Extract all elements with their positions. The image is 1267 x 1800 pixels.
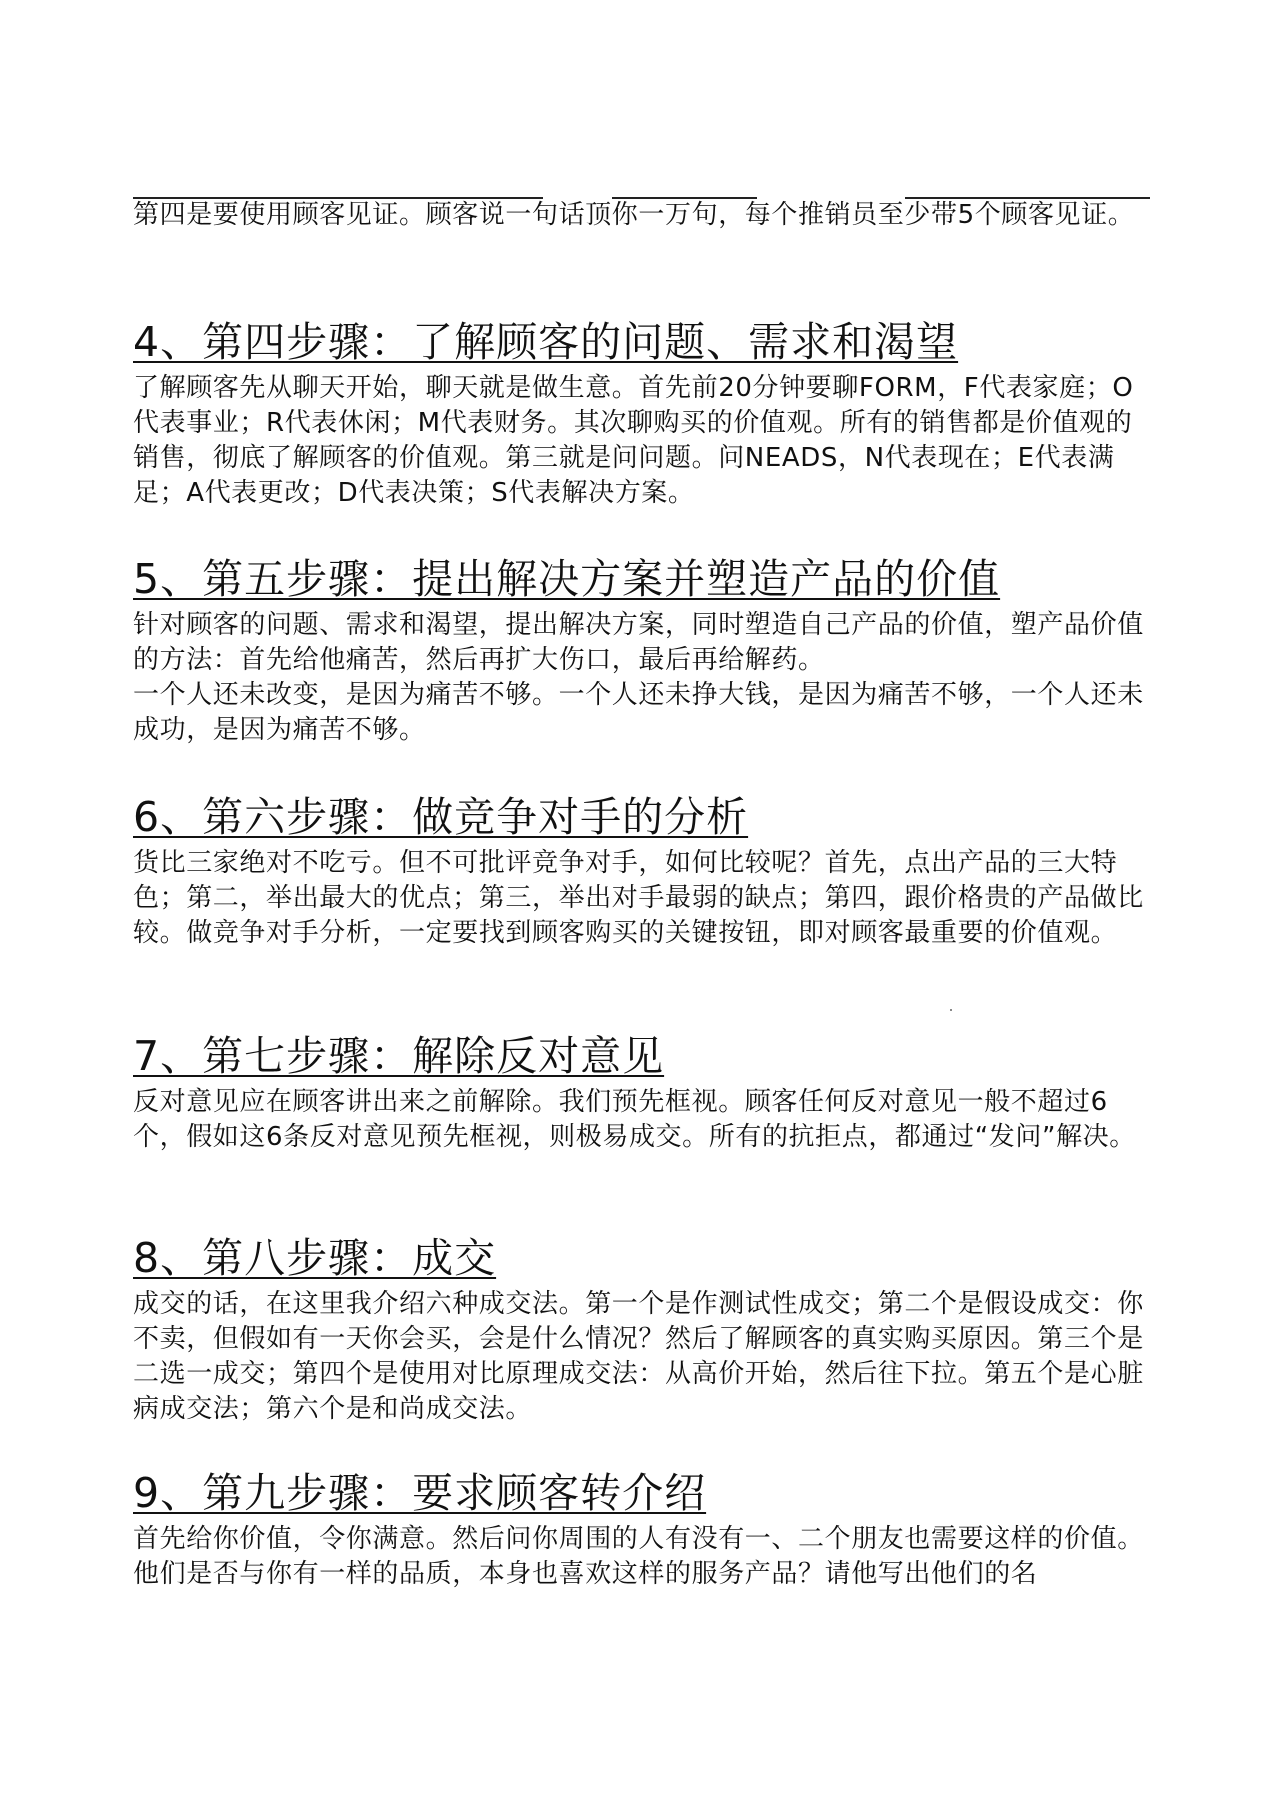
section-heading: 6、第六步骤：做竞争对手的分析 [133, 793, 749, 841]
section-step-4 [133, 316, 1153, 511]
section-step-6 [133, 791, 1153, 951]
section-paragraph: 了解顾客先从聊天开始，聊天就是做生意。首先前20分钟要聊FORM，F代表家庭；O代表事业；R代表休闲；M代表财务。其次聊购买的价值观。所有的销售都是价值观的销售，彻底了解顾客的价值观。第三就是问问题。问NEADS，N代表现在；E代表满足；A代表更改；D代表决策；S代表解决方案。 [133, 373, 1134, 508]
section-step-5 [133, 553, 1153, 748]
section-heading: 9、第九步骤：要求顾客转介绍 [133, 1469, 707, 1517]
section-paragraph: 首先给你价值，令你满意。然后问你周围的人有没有一、二个朋友也需要这样的价值。他们是否与你有一样的品质，本身也喜欢这样的服务产品？请他写出他们的名 [133, 1524, 1144, 1589]
section-paragraph: 成交的话，在这里我介绍六种成交法。第一个是作测试性成交；第二个是假设成交：你不卖，但假如有一天你会买，会是什么情况？然后了解顾客的真实购买原因。第三个是二选一成交；第四个是使用对比原理成交法：从高价开始，然后往下拉。第五个是心脏病成交法；第六个是和尚成交法。 [133, 1289, 1144, 1424]
section-paragraph: 针对顾客的问题、需求和渴望，提出解决方案，同时塑造自己产品的价值，塑产品价值的方法：首先给他痛苦，然后再扩大伤口，最后再给解药。 [133, 610, 1144, 675]
section-step-9 [133, 1467, 1153, 1592]
section-step-7 [133, 1030, 1153, 1155]
intro-paragraph: 第四是要使用顾客见证。顾客说一句话顶你一万句，每个推销员至少带5个顾客见证。 [133, 200, 1135, 230]
section-paragraph: 一个人还未改变，是因为痛苦不够。一个人还未挣大钱，是因为痛苦不够，一个人还未成功，是因为痛苦不够。 [133, 680, 1144, 745]
section-step-8 [133, 1232, 1153, 1427]
section-paragraph: 货比三家绝对不吃亏。但不可批评竞争对手，如何比较呢？首先，点出产品的三大特色；第二，举出最大的优点；第三，举出对手最弱的缺点；第四，跟价格贵的产品做比较。做竞争对手分析，一定要找到顾客购买的关键按钮，即对顾客最重要的价值观。 [133, 848, 1144, 948]
section-heading: 8、第八步骤：成交 [133, 1234, 497, 1282]
intro-block [133, 198, 1153, 233]
section-heading: 5、第五步骤：提出解决方案并塑造产品的价值 [133, 555, 1001, 603]
section-paragraph: 反对意见应在顾客讲出来之前解除。我们预先框视。顾客任何反对意见一般不超过6个，假如这6条反对意见预先框视，则极易成交。所有的抗拒点，都通过“发问”解决。 [133, 1087, 1136, 1152]
section-heading: 4、第四步骤：了解顾客的问题、需求和渴望 [133, 318, 959, 366]
scan-speck [950, 1009, 952, 1011]
section-heading: 7、第七步骤：解除反对意见 [133, 1032, 665, 1080]
